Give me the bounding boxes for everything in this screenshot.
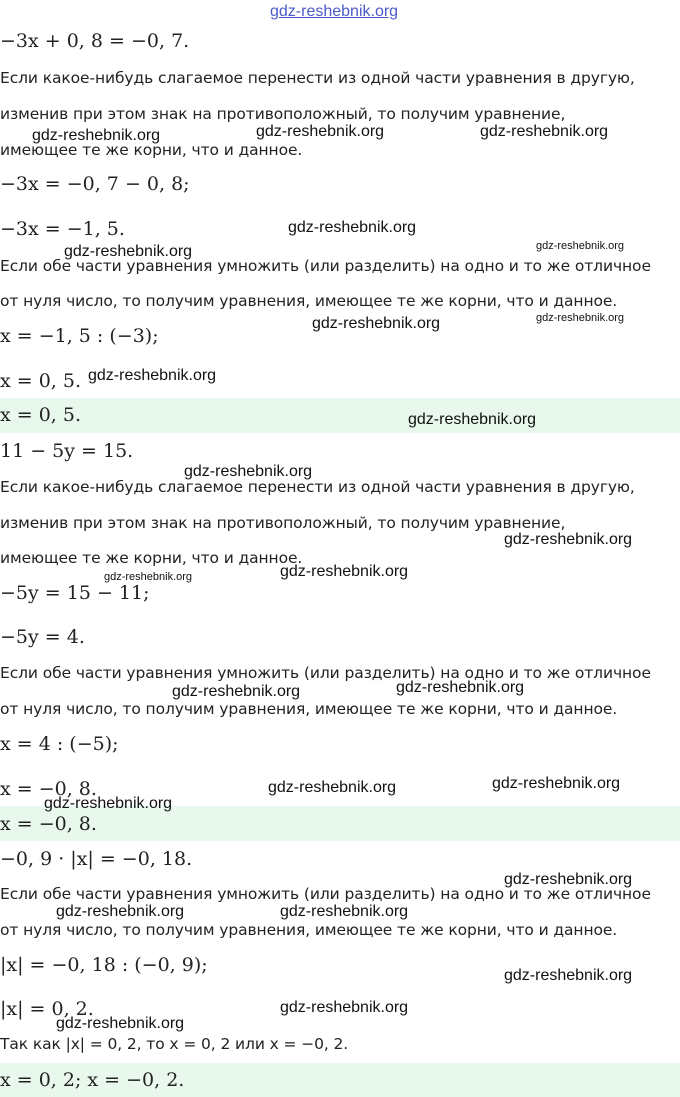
equation-line: x = 0, 5.: [0, 370, 82, 392]
watermark: gdz-reshebnik.org: [536, 312, 625, 324]
watermark: gdz-reshebnik.org: [184, 463, 313, 480]
rule-text: Если какое-нибудь слагаемое перенести из одной части уравнения в другую,: [0, 478, 635, 496]
equation-line: x = −1, 5 : (−3);: [0, 325, 159, 347]
watermark: gdz-reshebnik.org: [44, 795, 173, 812]
watermark: gdz-reshebnik.org: [172, 683, 301, 700]
watermark: gdz-reshebnik.org: [504, 871, 633, 888]
equation-line: −0, 9 · |x| = −0, 18.: [0, 848, 193, 870]
rule-text: от нуля число, то получим уравнения, имеющее те же корни, что и данное.: [0, 921, 618, 939]
equation-line: x = 4 : (−5);: [0, 733, 119, 755]
watermark: gdz-reshebnik.org: [312, 315, 441, 332]
watermark: gdz-reshebnik.org: [104, 571, 193, 583]
equation-line: 11 − 5y = 15.: [0, 440, 134, 462]
watermark: gdz-reshebnik.org: [408, 411, 537, 428]
answer-highlight-1: [0, 398, 680, 433]
watermark: gdz-reshebnik.org: [288, 219, 417, 236]
watermark: gdz-reshebnik.org: [280, 999, 409, 1016]
watermark: gdz-reshebnik.org: [88, 367, 217, 384]
equation-line: −3x = −0, 7 − 0, 8;: [0, 173, 190, 195]
rule-text: имеющее те же корни, что и данное.: [0, 549, 303, 567]
watermark: gdz-reshebnik.org: [280, 563, 409, 580]
equation-line: −5y = 4.: [0, 626, 85, 648]
watermark: gdz-reshebnik.org: [64, 243, 193, 260]
rule-text: Если обе части уравнения умножить (или разделить) на одно и то же отличное: [0, 664, 651, 682]
watermark: gdz-reshebnik.org: [256, 123, 385, 140]
equation-line: −5y = 15 − 11;: [0, 582, 150, 604]
watermark: gdz-reshebnik.org: [56, 1015, 185, 1032]
watermark: gdz-reshebnik.org: [56, 903, 185, 920]
watermark: gdz-reshebnik.org: [504, 967, 633, 984]
watermark: gdz-reshebnik.org: [492, 775, 621, 792]
answer-line: x = 0, 2; x = −0, 2.: [0, 1069, 185, 1091]
watermark-link[interactable]: gdz-reshebnik.org: [270, 3, 399, 20]
rule-text: имеющее те же корни, что и данное.: [0, 141, 303, 159]
rule-text: изменив при этом знак на противоположный, то получим уравнение,: [0, 105, 566, 123]
answer-line: x = 0, 5.: [0, 404, 82, 426]
watermark: gdz-reshebnik.org: [504, 531, 633, 548]
equation-line: |x| = −0, 18 : (−0, 9);: [0, 954, 208, 976]
equation-line: x = −0, 8.: [0, 778, 97, 800]
conclusion-text: Так как |x| = 0, 2, то x = 0, 2 или x = −0, 2.: [0, 1035, 349, 1053]
watermark: gdz-reshebnik.org: [268, 779, 397, 796]
rule-text: Если какое-нибудь слагаемое перенести из одной части уравнения в другую,: [0, 69, 635, 87]
watermark: gdz-reshebnik.org: [280, 903, 409, 920]
watermark: gdz-reshebnik.org: [536, 240, 625, 252]
answer-line: x = −0, 8.: [0, 813, 97, 835]
watermark: gdz-reshebnik.org: [32, 127, 161, 144]
equation-line: −3x = −1, 5.: [0, 218, 125, 240]
rule-text: от нуля число, то получим уравнения, имеющее те же корни, что и данное.: [0, 292, 618, 310]
equation-line: |x| = 0, 2.: [0, 998, 94, 1020]
rule-text: изменив при этом знак на противоположный, то получим уравнение,: [0, 514, 566, 532]
rule-text: Если обе части уравнения умножить (или разделить) на одно и то же отличное: [0, 885, 651, 903]
rule-text: Если обе части уравнения умножить (или разделить) на одно и то же отличное: [0, 257, 651, 275]
equation-line: −3x + 0, 8 = −0, 7.: [0, 30, 190, 52]
watermark: gdz-reshebnik.org: [396, 679, 525, 696]
rule-text: от нуля число, то получим уравнения, имеющее те же корни, что и данное.: [0, 700, 618, 718]
watermark: gdz-reshebnik.org: [480, 123, 609, 140]
